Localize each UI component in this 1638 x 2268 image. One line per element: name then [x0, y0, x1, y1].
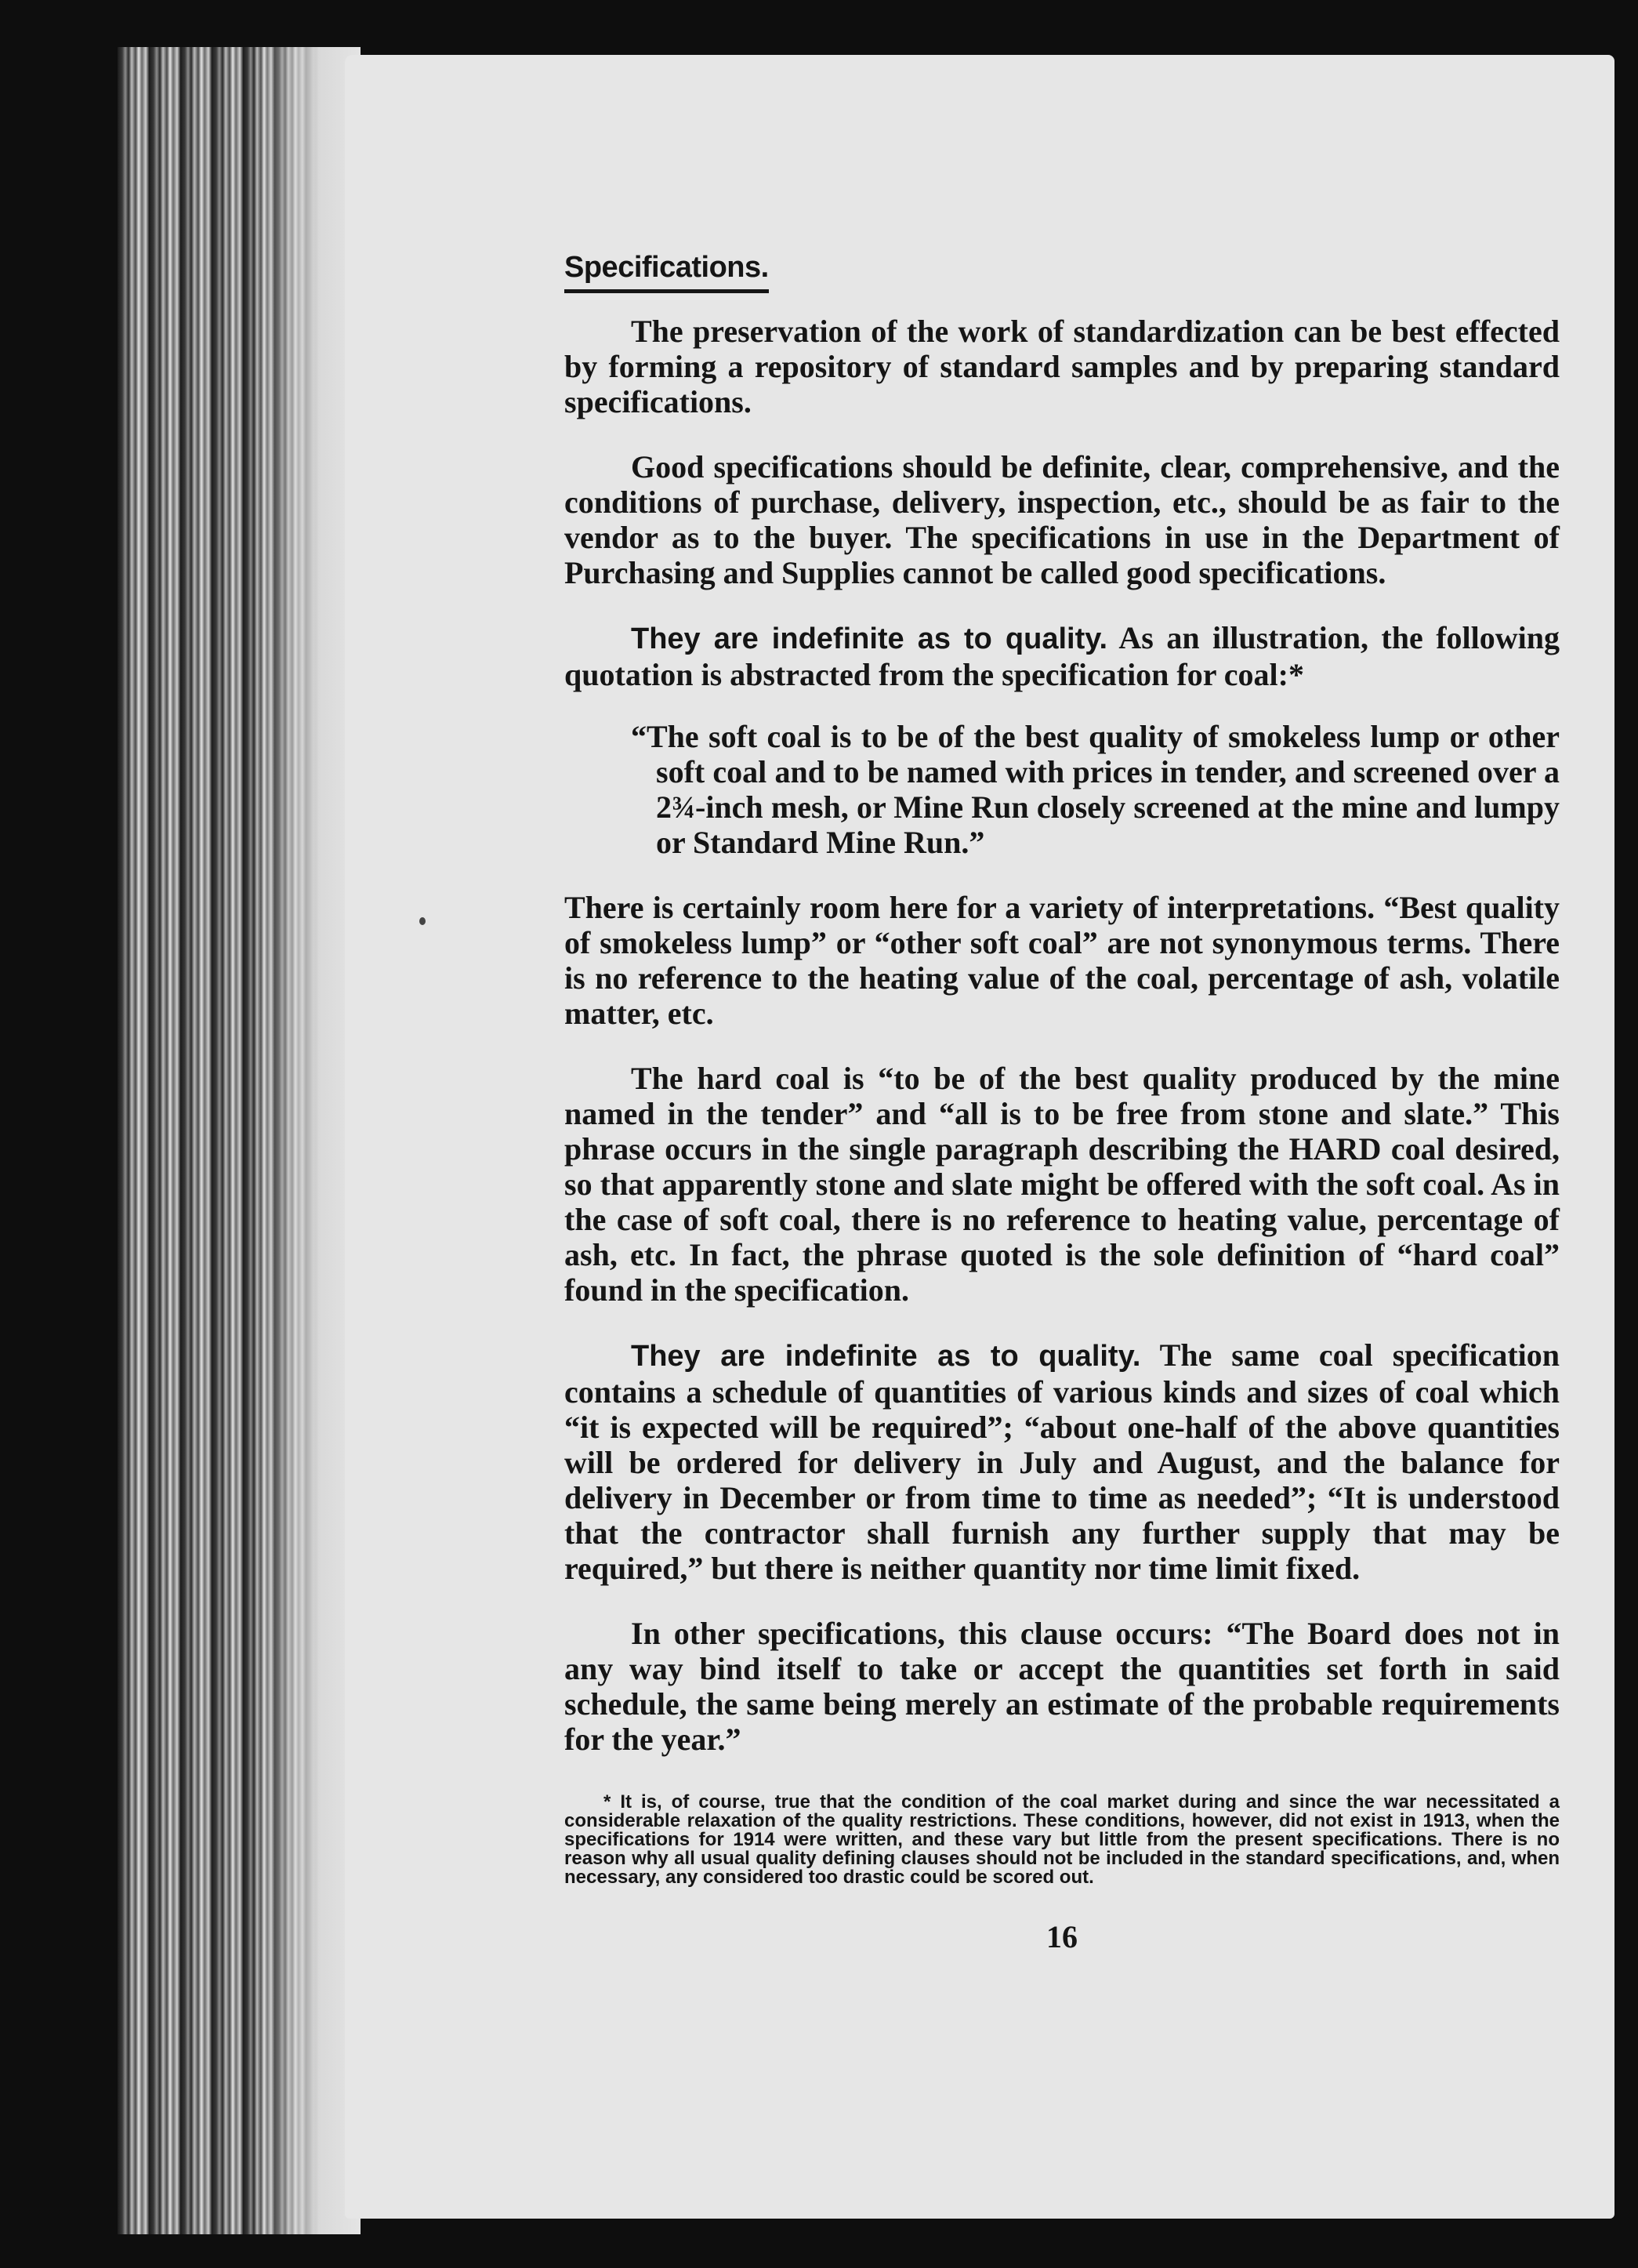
- paragraph-6: [564, 1337, 1560, 1586]
- paragraph-7: In other specifications, this clause occurs: “The Board does not in any way bind itself to take or accept the quantities set forth in said schedule, the same being merely an estimate of the probable requirements for the year.”: [564, 1616, 1560, 1757]
- section-heading: Specifications.: [564, 251, 769, 293]
- paragraph-6-lead: They are indefinite as to quality.: [631, 1340, 1141, 1373]
- paragraph-1: The preservation of the work of standardization can be best effected by forming a repository of standard samples and by preparing standard specifications.: [564, 314, 1560, 419]
- paragraph-2: Good specifications should be definite, clear, comprehensive, and the conditions of purchase, delivery, inspection, etc., should be as fair to the vendor as to the buyer. The specifications in use in the Department of Purchasing and Supplies cannot be called good specifications.: [564, 449, 1560, 590]
- paragraph-4: There is certainly room here for a variety of interpretations. “Best quality of smokeless lump” or “other soft coal” are not synonymous terms. There is no reference to the heating value of the coal, percentage of ash, volatile matter, etc.: [564, 890, 1560, 1031]
- paragraph-3-lead: They are indefinite as to quality.: [631, 622, 1108, 655]
- paragraph-5: The hard coal is “to be of the best quality produced by the mine named in the tender” and “all is to be free from stone and slate.” This phrase occurs in the single paragraph describing the HARD coal desired, so that apparently stone and slate might be offered with the soft coal. As in the case of soft coal, there is no reference to heating value, percentage of ash, etc. In fact, the phrase quoted is the sole definition of “hard coal” found in the specification.: [564, 1061, 1560, 1308]
- paragraph-3-text: As an illustration, the following quotation is abstracted from the specification for coal:*: [564, 620, 1560, 692]
- paragraph-6-text: The same coal specification contains a schedule of quantities of various kinds and sizes of coal which “it is expected will be required”; “about one-half of the above quantities will be ordered for delivery in July and August, and the balance for delivery in December or from time to time as needed”; “It is understood that the contractor shall furnish any further supply that may be required,” but there is neither quantity nor time limit fixed.: [564, 1337, 1560, 1586]
- footnote: * It is, of course, true that the condition of the coal market during and since the war necessitated a considerable relaxation of the quality restrictions. These conditions, however, did not exist in 1913, when the specifications for 1914 were written, and these vary but little from the present specifications. There is no reason why all usual quality defining clauses should not be included in the standard specifications, and, when necessary, any considered too drastic could be scored out.: [564, 1791, 1560, 1888]
- page-content: [564, 251, 1560, 1955]
- paragraph-3: [564, 620, 1560, 692]
- page-speck-mark: [419, 917, 426, 925]
- page-number: 16: [1046, 1919, 1078, 1954]
- coal-specification-quote: “The soft coal is to be of the best quality of smokeless lump or other soft coal and to be named with prices in tender, and screened over a 2¾-inch mesh, or Mine Run closely screened at the mine and lumpy or Standard Mine Run.”: [631, 719, 1560, 860]
